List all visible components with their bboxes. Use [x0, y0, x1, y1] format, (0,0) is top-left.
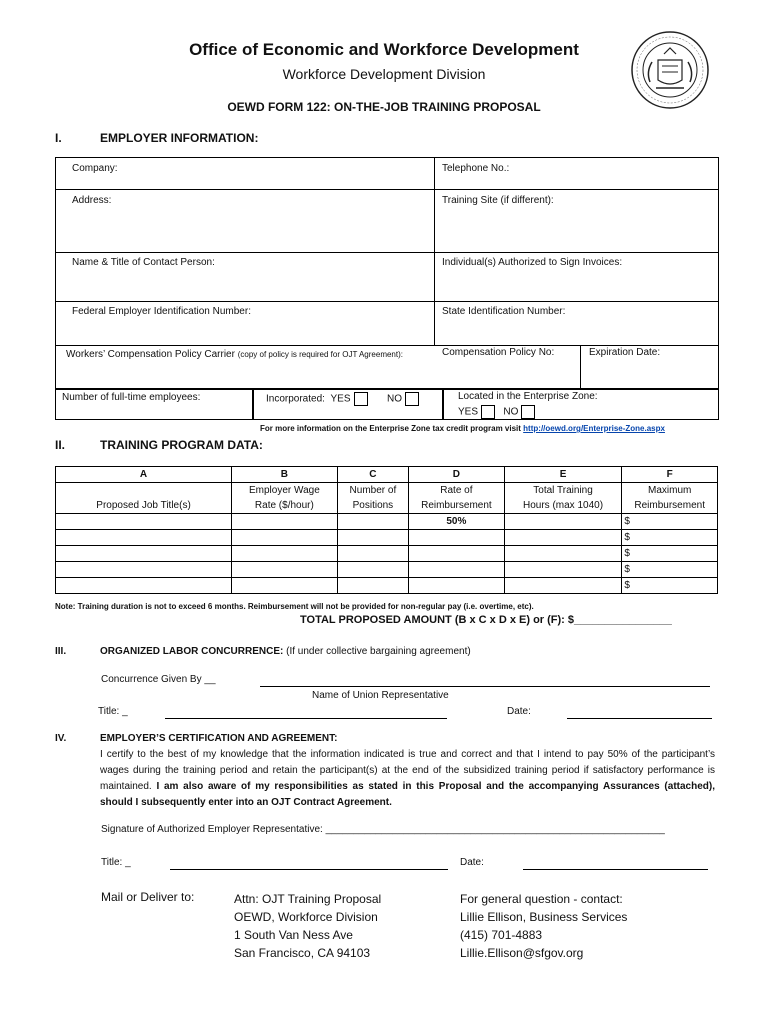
cert-title-label: Title: _	[101, 857, 131, 868]
labor-title-line[interactable]	[165, 718, 447, 719]
section-2-title: TRAINING PROGRAM DATA:	[100, 438, 263, 452]
wc-carrier-text: Workers’ Compensation Policy Carrier	[66, 349, 235, 360]
rate-cell: 50%	[409, 514, 505, 530]
enterprise-zone-options	[458, 405, 535, 419]
max-reimb-cell[interactable]: $	[622, 562, 718, 578]
job-title-cell[interactable]	[56, 562, 232, 578]
concurrence-label: Concurrence Given By __	[101, 674, 216, 685]
section-3-title: ORGANIZED LABOR CONCURRENCE:	[100, 646, 284, 657]
col-c-line1: Number of	[349, 485, 397, 496]
hours-cell[interactable]	[504, 546, 622, 562]
incorporated-yes-label: YES	[330, 393, 351, 405]
incorporated-no-label: NO	[386, 393, 402, 405]
table-row[interactable]	[56, 546, 718, 562]
wage-cell[interactable]	[232, 514, 338, 530]
col-f-line2: Reimbursement	[634, 500, 705, 511]
mail-address	[234, 890, 381, 962]
telephone-label: Telephone No.:	[442, 163, 510, 174]
labor-date-label: Date:	[507, 706, 531, 717]
ez-no-checkbox[interactable]	[521, 405, 535, 419]
positions-cell[interactable]	[337, 514, 408, 530]
wc-carrier-label	[66, 347, 431, 362]
job-title-cell[interactable]	[56, 546, 232, 562]
total-proposed-amount[interactable]: TOTAL PROPOSED AMOUNT (B x C x D x E) or (F): $________________	[300, 614, 672, 626]
signature-line[interactable]: Signature of Authorized Employer Representative: _____________________________________________________________	[101, 824, 665, 835]
hours-cell[interactable]	[504, 530, 622, 546]
col-d-line1: Rate of	[440, 485, 473, 496]
section-3-subtitle: (If under collective bargaining agreement)	[286, 646, 471, 657]
positions-cell[interactable]	[337, 578, 408, 594]
wage-cell[interactable]	[232, 546, 338, 562]
column-header-row	[56, 483, 718, 514]
col-c-header	[337, 483, 408, 514]
section-4-number: IV.	[55, 733, 67, 744]
table-row[interactable]	[56, 530, 718, 546]
column-letter-row	[56, 467, 718, 483]
union-rep-line[interactable]	[260, 686, 710, 687]
company-label: Company:	[72, 163, 118, 174]
positions-cell[interactable]	[337, 562, 408, 578]
cert-title-line[interactable]	[170, 869, 448, 870]
incorporated-label: Incorporated:	[266, 393, 325, 405]
address-line: Attn: OJT Training Proposal	[234, 892, 382, 906]
table-row[interactable]	[56, 514, 718, 530]
comp-policy-label: Compensation Policy No:	[442, 347, 555, 358]
contact-label: Name & Title of Contact Person:	[72, 257, 215, 268]
col-e-line2: Hours (max 1040)	[523, 500, 604, 511]
certification-paragraph	[100, 747, 715, 811]
ez-yes-checkbox[interactable]	[481, 405, 495, 419]
mail-label: Mail or Deliver to:	[101, 890, 195, 904]
expiration-label: Expiration Date:	[589, 347, 661, 358]
ez-link[interactable]: http://oewd.org/Enterprise-Zone.aspx	[523, 424, 665, 433]
col-e-line1: Total Training	[533, 485, 593, 496]
col-letter-e: E	[504, 467, 622, 483]
section-1-title: EMPLOYER INFORMATION:	[100, 131, 259, 145]
col-letter-c: C	[337, 467, 408, 483]
contact-info	[460, 890, 627, 962]
cert-date-label: Date:	[460, 857, 484, 868]
hours-cell[interactable]	[504, 514, 622, 530]
address-line: 1 South Van Ness Ave	[234, 928, 353, 942]
ez-no-label: NO	[503, 406, 519, 418]
max-reimb-cell[interactable]: $	[622, 546, 718, 562]
col-d-header	[409, 483, 505, 514]
contact-heading: For general question - contact:	[460, 892, 623, 906]
certification-text: I certify to the best of my knowledge that the information indicated is true and correct and that I intend to pay 50% of the participant’s wages during the training period and retain the participant(s) at the end of the subsidized training period if satisfactory performance is maintained.	[100, 749, 715, 792]
col-letter-b: B	[232, 467, 338, 483]
address-line: OEWD, Workforce Division	[234, 910, 378, 924]
form-title: OEWD FORM 122: ON-THE-JOB TRAINING PROPOSAL	[227, 100, 541, 114]
table-row[interactable]	[56, 562, 718, 578]
wage-cell[interactable]	[232, 530, 338, 546]
section-4-title: EMPLOYER’S CERTIFICATION AND AGREEMENT:	[100, 733, 338, 744]
col-d-line2: Reimbursement	[421, 500, 492, 511]
certification-bold-text: I am also aware of my responsibilities as stated in this Proposal and the accompanying Assurances (attached), should I subsequently enter into an OJT Contract Agreement.	[100, 781, 715, 808]
rate-cell[interactable]	[409, 578, 505, 594]
section-3-number: III.	[55, 646, 67, 657]
col-f-header	[622, 483, 718, 514]
contact-name: Lillie Ellison, Business Services	[460, 910, 628, 924]
labor-date-line[interactable]	[567, 718, 712, 719]
positions-cell[interactable]	[337, 530, 408, 546]
max-reimb-cell[interactable]: $	[622, 514, 718, 530]
address-label: Address:	[72, 195, 112, 206]
fein-label: Federal Employer Identification Number:	[72, 306, 251, 317]
max-reimb-cell[interactable]: $	[622, 530, 718, 546]
col-letter-a: A	[56, 467, 232, 483]
job-title-cell[interactable]	[56, 578, 232, 594]
col-a-header: Proposed Job Title(s)	[56, 483, 232, 514]
wage-cell[interactable]	[232, 578, 338, 594]
rate-cell[interactable]	[409, 546, 505, 562]
authorized-label: Individual(s) Authorized to Sign Invoices:	[442, 257, 623, 268]
union-rep-caption: Name of Union Representative	[312, 690, 449, 701]
training-site-label: Training Site (if different):	[442, 195, 554, 206]
office-title: Office of Economic and Workforce Development	[189, 40, 579, 59]
col-b-line1: Employer Wage	[248, 485, 320, 496]
incorporated-row	[266, 392, 419, 406]
address-line: San Francisco, CA 94103	[234, 946, 371, 960]
col-f-line1: Maximum	[648, 485, 692, 496]
employees-label: Number of full-time employees:	[62, 392, 201, 403]
hours-cell[interactable]	[504, 578, 622, 594]
job-title-cell[interactable]	[56, 530, 232, 546]
training-program-table	[55, 466, 718, 594]
contact-email[interactable]: Lillie.Ellison@sfgov.org	[460, 946, 584, 960]
col-b-header	[232, 483, 338, 514]
labor-title-label: Title: _	[98, 706, 128, 717]
col-e-header	[504, 483, 622, 514]
enterprise-zone-label: Located in the Enterprise Zone:	[458, 391, 598, 402]
col-c-line2: Positions	[352, 500, 394, 511]
training-note: Note: Training duration is not to exceed 6 months. Reimbursement will not be provided for non-regular pay (i.e. overtime, etc).	[55, 602, 534, 611]
wc-carrier-note: (copy of policy is required for OJT Agreement):	[237, 350, 403, 359]
hours-cell[interactable]	[504, 562, 622, 578]
cert-date-line[interactable]	[523, 869, 708, 870]
rate-cell[interactable]	[409, 562, 505, 578]
section-3-heading	[100, 646, 471, 657]
job-title-cell[interactable]	[56, 514, 232, 530]
wage-cell[interactable]	[232, 562, 338, 578]
contact-phone: (415) 701-4883	[460, 928, 543, 942]
max-reimb-cell[interactable]: $	[622, 578, 718, 594]
division-title: Workforce Development Division	[282, 66, 486, 82]
state-id-label: State Identification Number:	[442, 306, 566, 317]
incorporated-no-checkbox[interactable]	[405, 392, 419, 406]
table-row[interactable]	[56, 578, 718, 594]
enterprise-zone-info	[260, 424, 665, 433]
incorporated-yes-checkbox[interactable]	[354, 392, 368, 406]
col-b-line2: Rate ($/hour)	[254, 500, 314, 511]
ez-yes-label: YES	[458, 406, 479, 418]
positions-cell[interactable]	[337, 546, 408, 562]
ez-info-text: For more information on the Enterprise Zone tax credit program visit	[260, 424, 521, 433]
rate-cell[interactable]	[409, 530, 505, 546]
section-2-number: II.	[55, 438, 66, 452]
section-1-number: I.	[55, 131, 62, 145]
col-letter-d: D	[409, 467, 505, 483]
col-letter-f: F	[622, 467, 718, 483]
